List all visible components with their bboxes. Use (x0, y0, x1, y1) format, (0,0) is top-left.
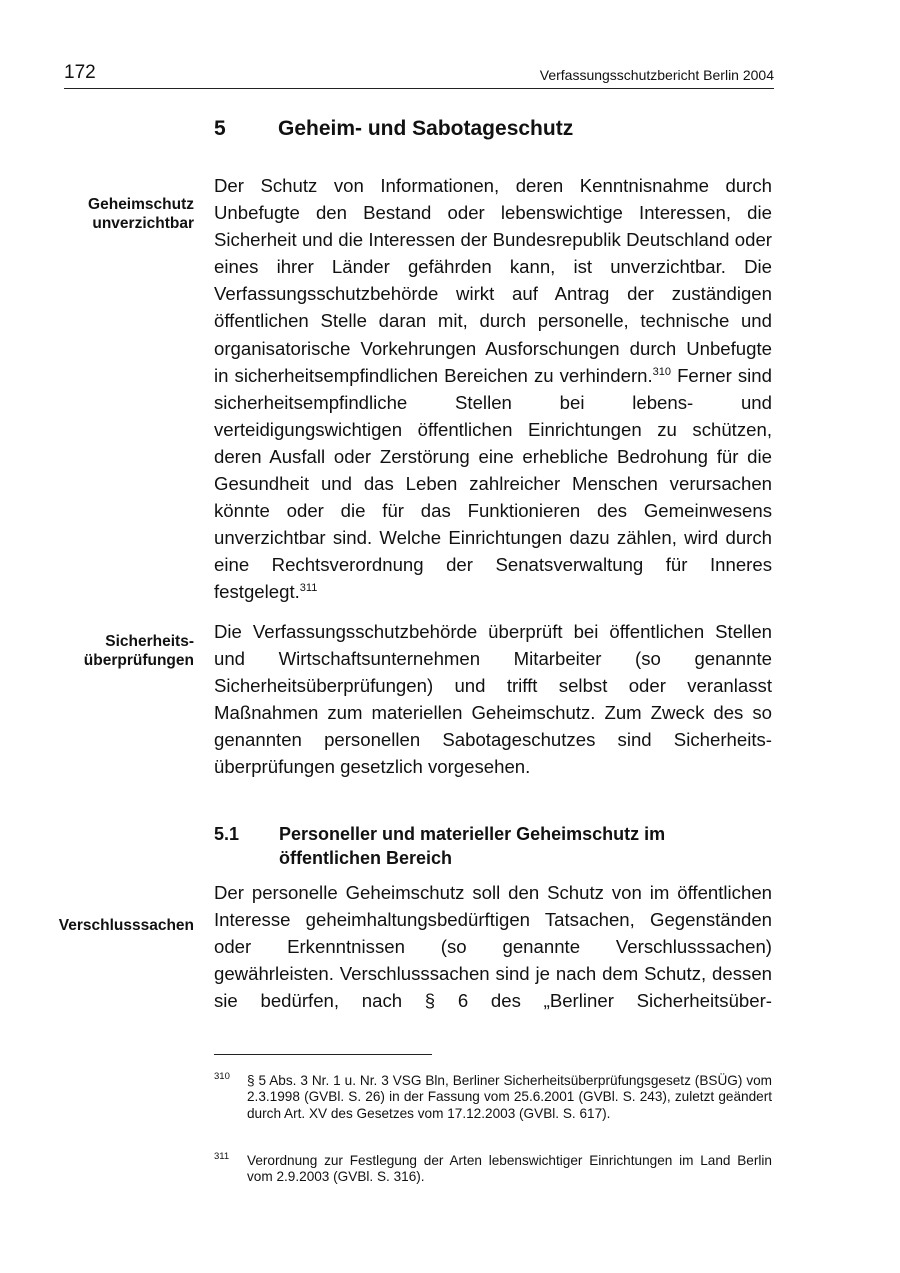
margin-note-line: Geheimschutz (88, 196, 194, 213)
margin-note-line: unverzichtbar (92, 215, 194, 232)
paragraph-2 (214, 618, 772, 781)
footnote-ref-311: 311 (299, 582, 318, 595)
page-number: 172 (64, 62, 96, 83)
paragraph-text: Der Schutz von Informationen, deren Kenntnisnahme durch Unbefugte den Bestand oder lebenswichtige Interessen, die Sicherheit und die Interessen der Bundesrepublik Deutschland oder eines ihrer Länder gefährden kann, ist unverzichtbar. Die Verfassungsschutzbehörde wirkt auf Antrag der zuständigen öffentlichen Stelle daran mit, durch personelle, technische und organisatorische Vorkehrungen Ausforschungen durch Unbefugte in sicherheitsempfindlichen Bereichen zu verhindern. (214, 175, 772, 386)
paragraph-text: Die Verfassungsschutzbehörde überprüft bei öffentlichen Stellen und Wirtschaftsunternehmen Mitarbeiter (so genannte Sicherheitsüberprüfungen) und trifft selbst oder veranlasst Maßnahmen zum materiellen Geheimschutz. Zum Zweck des so genannten personellen Sabotageschutzes sind Sicherheitsüberprüfungen gesetzlich vorgesehen. (214, 621, 772, 778)
margin-note-line: überprüfungen (83, 652, 194, 669)
subsection-title: Personeller und materieller Geheimschutz im öffentlichen Bereich (279, 824, 666, 868)
paragraph-3 (214, 879, 772, 1014)
page-header (64, 62, 774, 89)
margin-note-verschlusssachen (14, 916, 194, 935)
footnote-311 (214, 1153, 772, 1186)
margin-note-line: Verschlusssachen (58, 917, 194, 934)
section-heading (214, 117, 573, 141)
section-number: 5 (214, 117, 226, 140)
margin-note-sicherheitsueberpruefungen (14, 632, 194, 670)
footnote-text: § 5 Abs. 3 Nr. 1 u. Nr. 3 VSG Bln, Berliner Sicherheitsüberprüfungsgesetz (BSÜG) vom 2.3.1998 (GVBl. S. 26) in der Fassung vom 25.6.2001 (GVBl. S. 243), zuletzt geändert durch Art. XV des Gesetzes vom 17.12.2003 (GVBl. S. 617). (247, 1073, 772, 1121)
margin-note-line: Sicherheits- (105, 633, 194, 650)
section-title: Geheim- und Sabotageschutz (278, 117, 574, 140)
footnote-ref-310: 310 (652, 365, 672, 378)
margin-note-geheimschutz (14, 195, 194, 233)
footnote-separator (214, 1054, 432, 1055)
paragraph-1-part-a (214, 172, 772, 606)
paragraph-text: Der personelle Geheimschutz soll den Schutz von im öffentlichen Interesse geheimhaltungsbedürftigen Tatsachen, Gegenständen oder Erkenntnissen (so genannte Verschlusssachen) gewährleisten. Verschlusssachen sind je nach dem Schutz, dessen sie bedürfen, nach § 6 des „Berliner Sicherheitsüber- (214, 882, 772, 1012)
subsection-heading (214, 822, 749, 870)
paragraph-text: Ferner sind sicherheitsempfindliche Stellen bei lebens- und verteidigungswichtigen öffentlichen Einrichtungen zu schützen, deren Ausfall oder Zerstörung eine erhebliche Bedrohung für die Gesundheit und das Leben zahlreicher Menschen verursachen könnte oder die für das Funktionieren des Gemeinwesens unverzichtbar sind. Welche Einrichtungen dazu zählen, wird durch eine Rechtsverordnung der Senatsverwaltung für Inneres festgelegt. (214, 364, 772, 603)
footnote-mark: 310 (214, 1071, 230, 1082)
running-title: Verfassungsschutzbericht Berlin 2004 (539, 67, 774, 83)
footnote-310 (214, 1073, 772, 1122)
footnote-mark: 311 (214, 1151, 230, 1162)
subsection-number: 5.1 (214, 824, 240, 844)
paragraph-1 (214, 172, 772, 606)
footnote-text: Verordnung zur Festlegung der Arten lebenswichtiger Einrichtungen im Land Berlin vom 2.9.2003 (GVBl. S. 316). (247, 1153, 772, 1185)
